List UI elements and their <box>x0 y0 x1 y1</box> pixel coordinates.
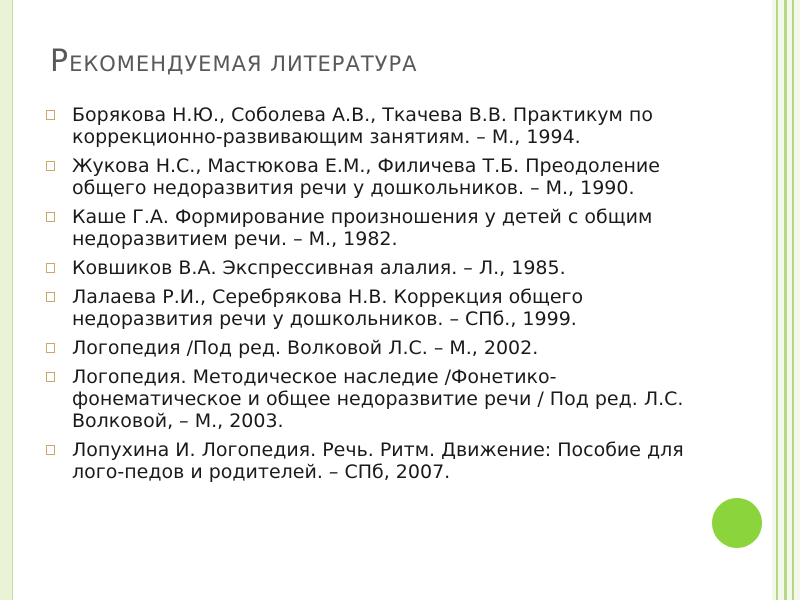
square-outline-bullet-icon <box>46 445 55 455</box>
title-rest: ЕКОМЕНДУЕМАЯ ЛИТЕРАТУРА <box>69 52 418 76</box>
list-item-text: Каше Г.А. Формирование произношения у детей с общим недоразвитием речи. – М., 1982. <box>72 206 653 250</box>
list-item-text: Логопедия /Под ред. Волковой Л.С. – М., 2002. <box>72 337 539 359</box>
list-item-text: Логопедия. Методическое наследие /Фонетико-фонематическое и общее недоразвитие речи / Под ред. Л.С. Волковой, – М., 2003. <box>72 366 684 432</box>
list-item <box>46 337 696 359</box>
left-frame-border <box>0 0 13 600</box>
square-outline-bullet-icon <box>46 110 55 120</box>
list-item <box>46 104 696 148</box>
square-outline-bullet-icon <box>46 372 55 382</box>
square-outline-bullet-icon <box>46 292 55 302</box>
list-item <box>46 257 696 279</box>
list-item-text: Жукова Н.С., Мастюкова Е.М., Филичева Т.Б. Преодоление общего недоразвития речи у дошкольников. – М., 1990. <box>72 155 660 199</box>
list-item <box>46 155 696 199</box>
frame-rule <box>776 0 778 600</box>
title-first-letter: Р <box>50 44 70 79</box>
square-outline-bullet-icon <box>46 263 55 273</box>
slide-title <box>50 44 417 79</box>
list-item <box>46 206 696 250</box>
list-item-text: Ковшиков В.А. Экспрессивная алалия. – Л., 1985. <box>72 257 566 279</box>
square-outline-bullet-icon <box>46 161 55 171</box>
list-item <box>46 439 696 483</box>
list-item <box>46 286 696 330</box>
square-outline-bullet-icon <box>46 212 55 222</box>
square-outline-bullet-icon <box>46 343 55 353</box>
literature-list <box>46 104 696 490</box>
right-frame-border <box>772 0 800 600</box>
green-circle-icon <box>712 498 762 548</box>
list-item-text: Лалаева Р.И., Серебрякова Н.В. Коррекция общего недоразвития речи у дошкольников. – СПб., 1999. <box>72 286 584 330</box>
frame-rule <box>784 0 787 600</box>
list-item-text: Борякова Н.Ю., Соболева А.В., Ткачева В.В. Практикум по коррекционно-развивающим занятиям. – М., 1994. <box>72 104 653 148</box>
list-item-text: Лопухина И. Логопедия. Речь. Ритм. Движение: Пособие для лого-педов и родителей. – СПб, 2007. <box>72 439 684 483</box>
frame-rule <box>792 0 794 600</box>
list-item <box>46 366 696 432</box>
